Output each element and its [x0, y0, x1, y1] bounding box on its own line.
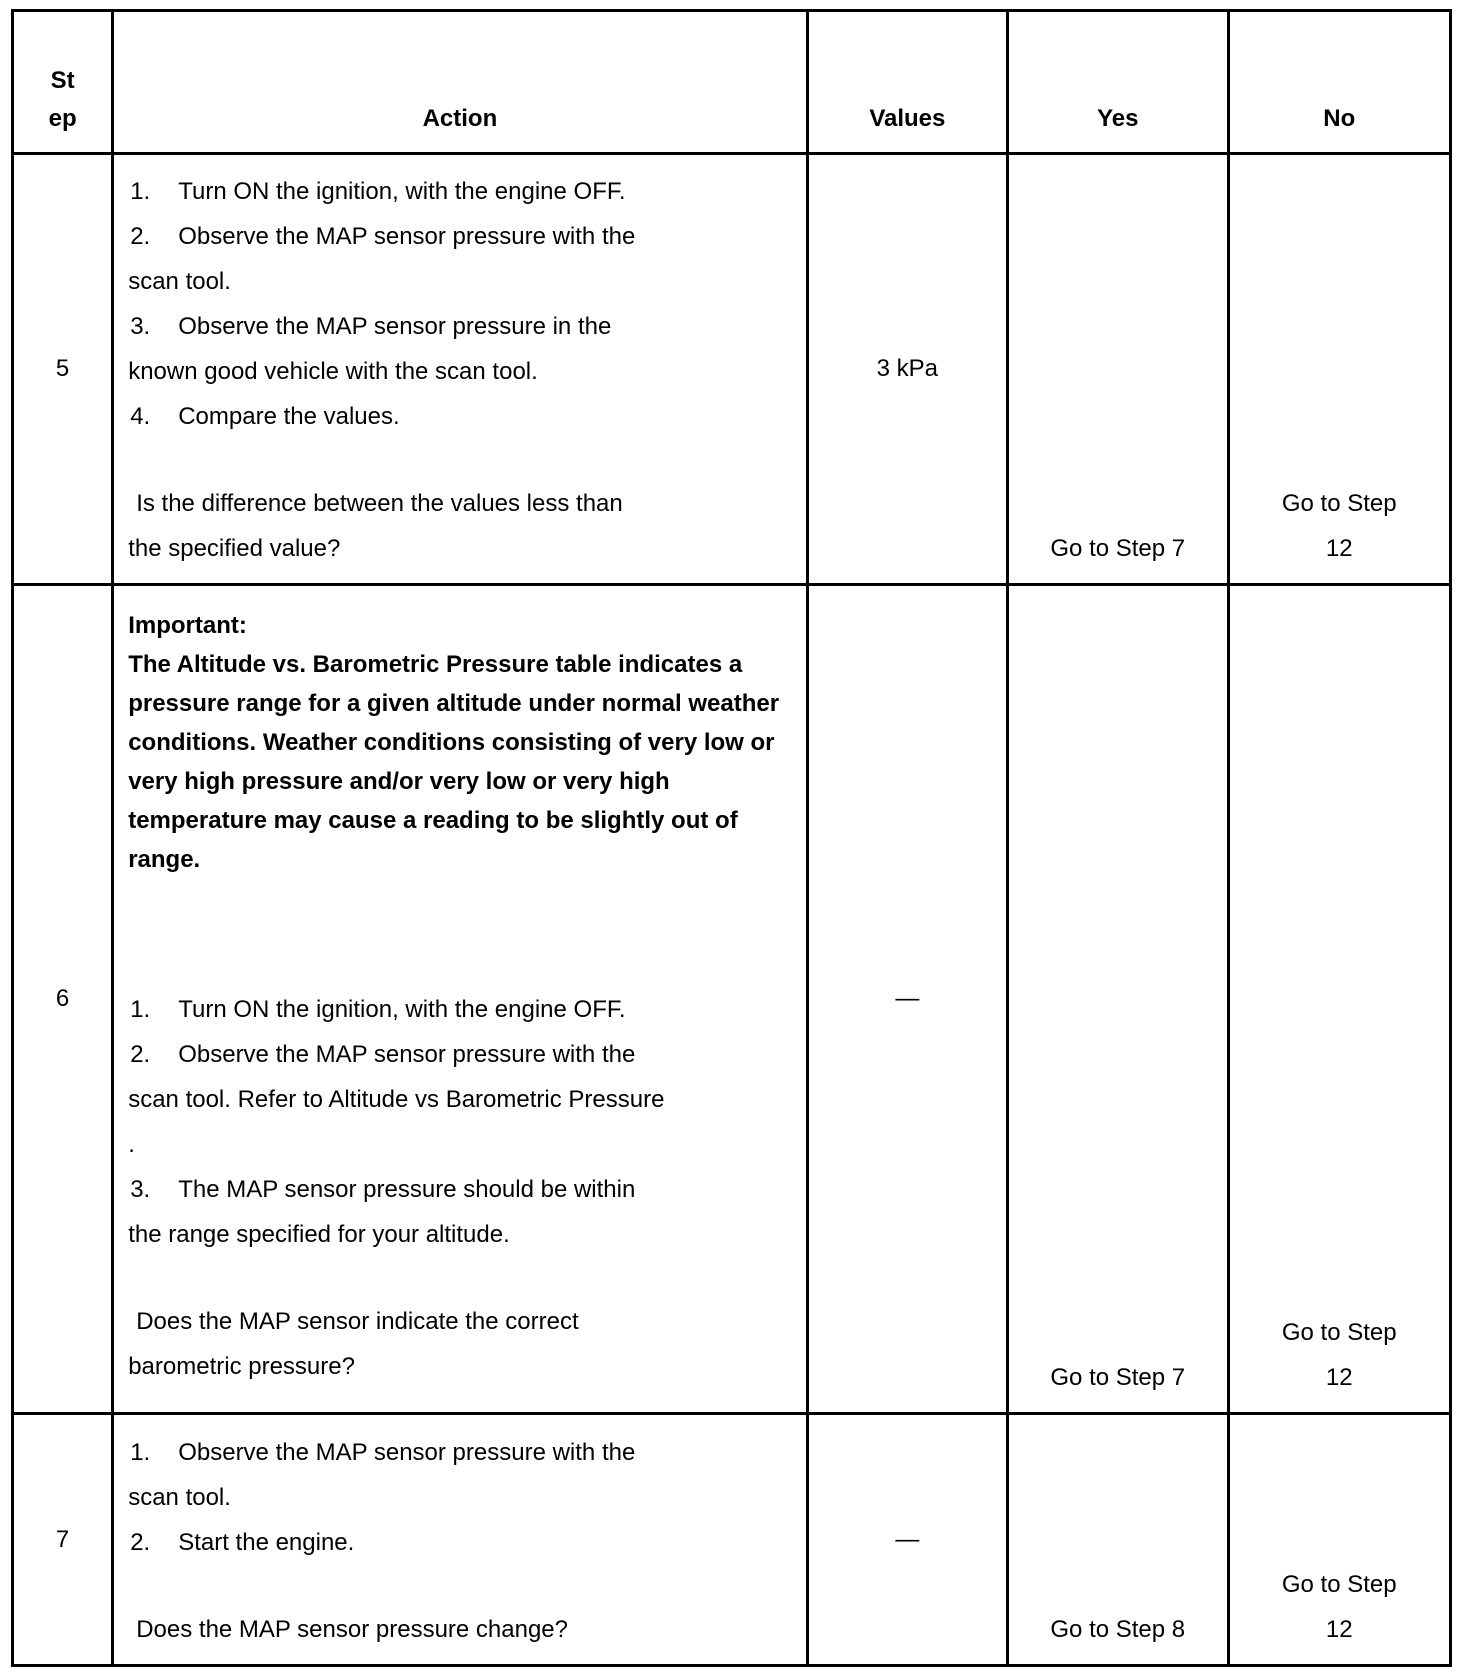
action-item — [128, 1032, 791, 1167]
yes-cell — [1008, 1414, 1228, 1666]
action-text: Turn ON the ignition, with the engine OFF. — [178, 995, 626, 1023]
no-cell — [1228, 1414, 1451, 1666]
action-num: 1. — [130, 178, 151, 205]
action-text-continued: known good vehicle with the scan tool. — [128, 358, 538, 385]
action-cell — [113, 154, 807, 585]
yes-link-text: Go to Step 8 — [1050, 1616, 1186, 1643]
action-item — [128, 1520, 791, 1565]
action-question — [128, 1299, 791, 1389]
yes-cell — [1008, 154, 1228, 585]
action-item — [128, 169, 791, 214]
question-line: Does the MAP sensor indicate the correct — [136, 1307, 579, 1335]
action-item — [128, 214, 791, 304]
header-values: Values — [807, 11, 1007, 154]
action-num: 1. — [130, 1438, 151, 1466]
question-line: Is the difference between the values less than — [136, 490, 623, 517]
header-step — [13, 11, 113, 154]
action-item — [128, 304, 791, 394]
table-row-step-5 — [13, 154, 1451, 585]
important-note — [128, 606, 791, 879]
action-text: Compare the values. — [178, 403, 400, 430]
important-label: Important: — [128, 611, 247, 639]
header-action: Action — [113, 11, 807, 154]
action-text: The MAP sensor pressure should be within — [178, 1175, 636, 1203]
action-text-continued: scan tool. — [128, 1483, 231, 1511]
action-text-continued: scan tool. — [128, 268, 231, 295]
no-cell — [1228, 154, 1451, 585]
step-number: 5 — [13, 154, 113, 585]
no-line1: Go to Step — [1281, 490, 1397, 517]
header-step-line1: St — [50, 67, 75, 94]
action-num: 3. — [130, 313, 151, 340]
yes-link-text: Go to Step 7 — [1050, 535, 1186, 562]
action-text: Observe the MAP sensor pressure in the — [178, 313, 612, 340]
question-line: barometric pressure? — [128, 1352, 355, 1380]
diagnostic-table — [11, 9, 1452, 1667]
values-cell: — — [807, 585, 1007, 1414]
values-cell: 3 kPa — [807, 154, 1007, 585]
no-line2: 12 — [1325, 535, 1353, 562]
no-line1: Go to Step — [1281, 1319, 1397, 1346]
header-step-line2: ep — [48, 105, 77, 132]
action-text: Turn ON the ignition, with the engine OFF. — [178, 178, 626, 205]
action-text: Observe the MAP sensor pressure with the — [178, 1040, 636, 1068]
important-text: The Altitude vs. Barometric Pressure table indicates a pressure range for a given altitude under normal weather conditions. Weather conditions consisting of very low or very high pressure and/or very low or very high temperature may cause a reading to be slightly out of range. — [128, 650, 780, 873]
action-cell — [113, 585, 807, 1414]
action-cell — [113, 1414, 807, 1666]
step-number: 7 — [13, 1414, 113, 1666]
no-line2: 12 — [1325, 1364, 1353, 1391]
header-row — [13, 11, 1451, 154]
header-no: No — [1228, 11, 1451, 154]
table-row-step-7 — [13, 1414, 1451, 1666]
no-line1: Go to Step — [1281, 1571, 1397, 1598]
action-num: 3. — [130, 1175, 151, 1203]
action-text: Observe the MAP sensor pressure with the — [178, 1438, 636, 1466]
action-text-continued: the range specified for your altitude. — [128, 1220, 510, 1248]
action-num: 2. — [130, 1528, 151, 1556]
action-num: 2. — [130, 1040, 151, 1068]
action-question — [128, 481, 791, 571]
action-question — [128, 1607, 791, 1652]
action-text: Start the engine. — [178, 1528, 355, 1556]
action-item — [128, 987, 791, 1032]
question-line: Does the MAP sensor pressure change? — [136, 1615, 569, 1643]
action-num: 1. — [130, 995, 151, 1023]
yes-cell — [1008, 585, 1228, 1414]
header-yes: Yes — [1008, 11, 1228, 154]
step-number: 6 — [13, 585, 113, 1414]
action-item — [128, 394, 791, 439]
question-line: the specified value? — [128, 535, 341, 562]
action-num: 4. — [130, 403, 151, 430]
no-cell — [1228, 585, 1451, 1414]
action-item — [128, 1167, 791, 1257]
values-cell: — — [807, 1414, 1007, 1666]
table-row-step-6 — [13, 585, 1451, 1414]
no-line2: 12 — [1325, 1616, 1353, 1643]
action-text-continued: scan tool. Refer to Altitude vs Barometric Pressure — [128, 1085, 665, 1113]
action-text: Observe the MAP sensor pressure with the — [178, 223, 636, 250]
action-text-continued: . — [128, 1130, 135, 1158]
action-item — [128, 1430, 791, 1520]
action-num: 2. — [130, 223, 151, 250]
yes-link-text: Go to Step 7 — [1050, 1364, 1186, 1391]
